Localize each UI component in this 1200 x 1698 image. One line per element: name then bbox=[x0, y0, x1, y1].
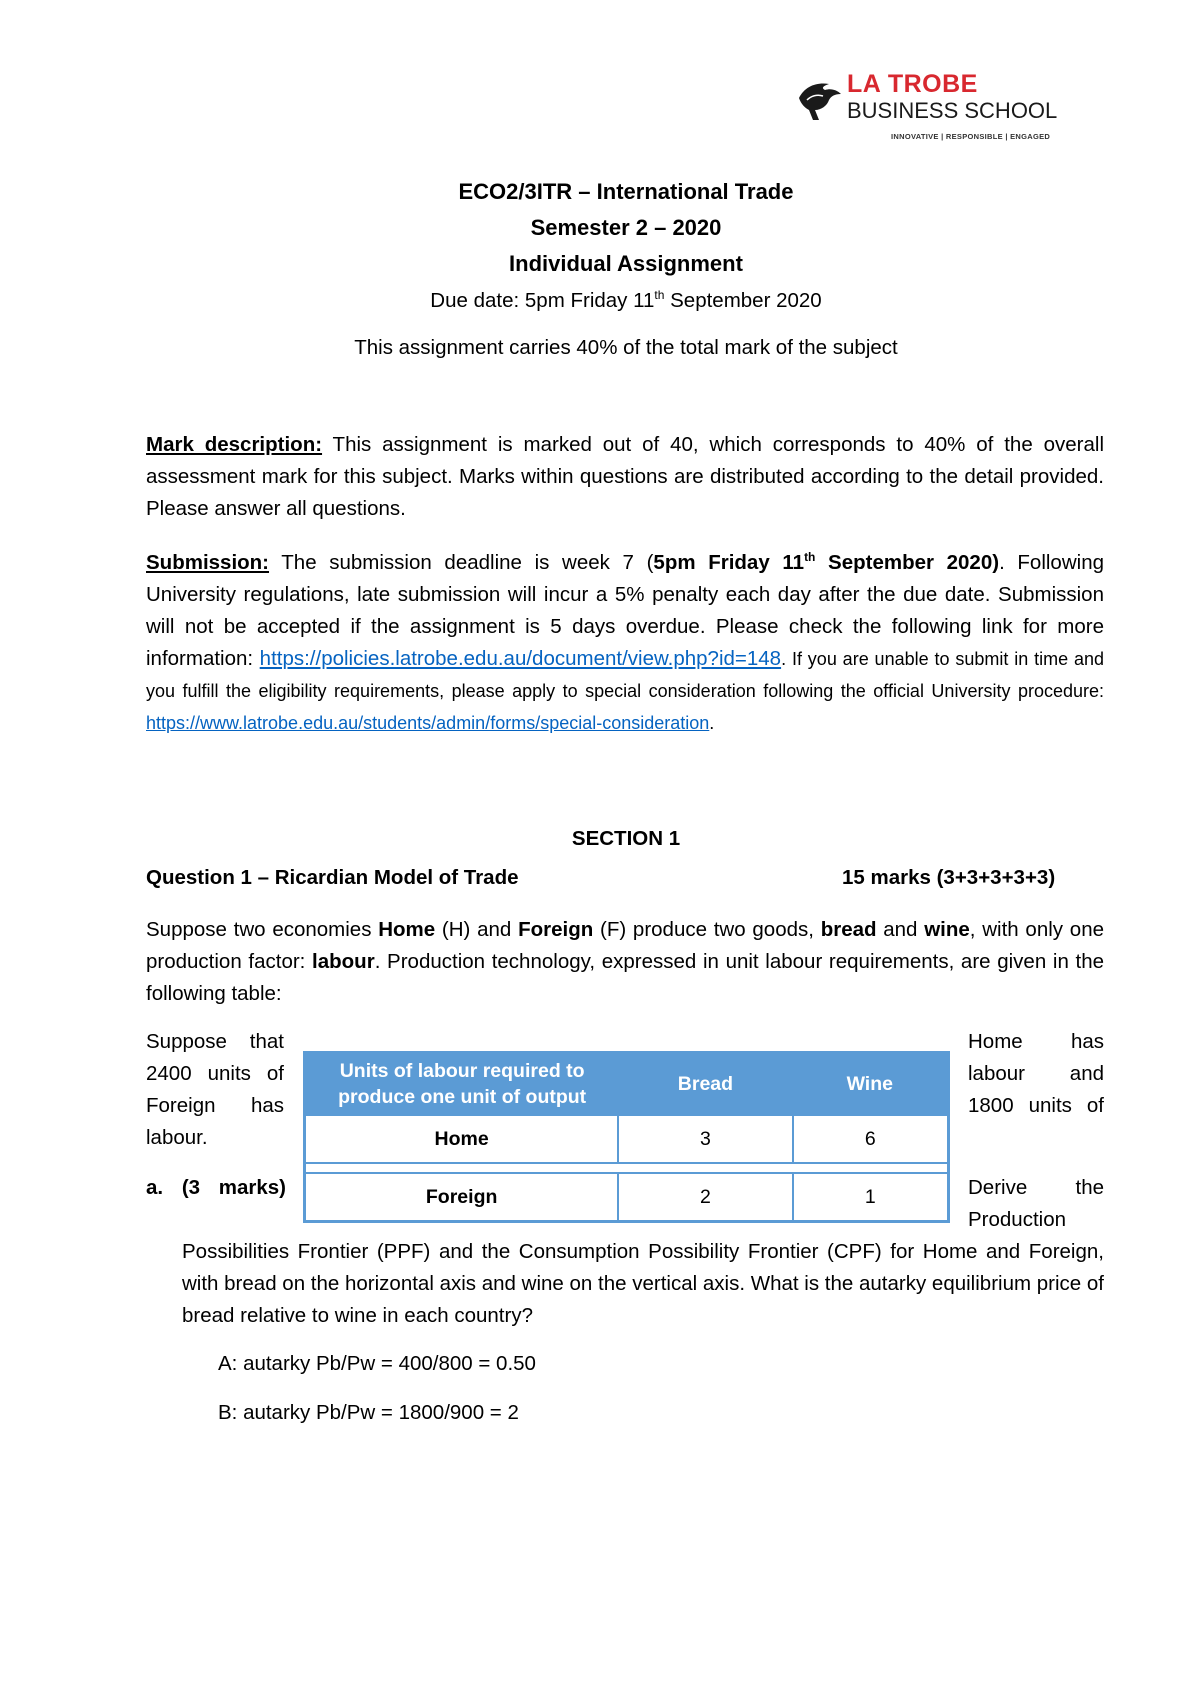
table-header-cell: Bread bbox=[618, 1053, 792, 1116]
submission-text-3: . If you are unable to submit in time and you fulfill the eligibility requirements, please apply to special consideration following the official University procedure: bbox=[146, 648, 1104, 701]
submission-deadline-1: 5pm Friday 11 bbox=[653, 550, 805, 574]
table-row bbox=[305, 1173, 949, 1222]
school-logo bbox=[795, 70, 1095, 145]
table-row-header: Foreign bbox=[305, 1173, 619, 1222]
question-intro bbox=[146, 914, 1104, 1010]
submission-paragraph bbox=[146, 541, 1104, 739]
intro-text-1: Suppose two economies bbox=[146, 918, 379, 941]
logo-tagline: INNOVATIVE | RESPONSIBLE | ENGAGED bbox=[891, 132, 1051, 141]
intro-text-5: , with only one production factor: bbox=[146, 918, 1104, 973]
mark-description-label: Mark description: bbox=[146, 433, 323, 456]
left-line: Foreign has bbox=[146, 1094, 284, 1117]
mark-description-text: This assignment is marked out of 40, which corresponds to 40% of the overall assessment mark for this subject. Marks within questions are distributed according to the detail provided. Please answer all questions. bbox=[146, 433, 1104, 520]
due-date-prefix: Due date: 5pm Friday 11 bbox=[430, 288, 655, 312]
right-line: Production bbox=[968, 1208, 1067, 1231]
assignment-title: Individual Assignment bbox=[509, 251, 743, 276]
right-line: labour and bbox=[968, 1062, 1104, 1085]
part-a-label: a. (3 marks) bbox=[146, 1176, 286, 1199]
submission-deadline-2: September 2020) bbox=[815, 550, 1000, 574]
left-line: 2400 units of bbox=[146, 1062, 284, 1085]
part-a-right-text bbox=[968, 1172, 1104, 1236]
intro-text-4: and bbox=[876, 918, 925, 941]
assignment-weight: This assignment carries 40% of the total mark of the subject bbox=[354, 336, 898, 359]
right-side-text bbox=[968, 1026, 1104, 1122]
intro-wine: wine bbox=[924, 918, 970, 941]
table-row-header: Home bbox=[305, 1115, 619, 1163]
answer-b: B: autarky Pb/Pw = 1800/900 = 2 bbox=[218, 1401, 519, 1424]
right-line: 1800 units of bbox=[968, 1094, 1104, 1117]
intro-text-6: . Production technology, expressed in unit labour requirements, are given in the following table: bbox=[146, 950, 1104, 1005]
section-title: SECTION 1 bbox=[571, 827, 681, 850]
intro-text-2: (H) and bbox=[435, 918, 519, 941]
course-title: ECO2/3ITR – International Trade bbox=[458, 179, 794, 204]
policy-link[interactable]: https://policies.latrobe.edu.au/document/view.php?id=148 bbox=[259, 646, 782, 670]
table-cell: 3 bbox=[618, 1115, 792, 1163]
intro-text-3: (F) produce two goods, bbox=[593, 918, 821, 941]
table-row bbox=[305, 1115, 949, 1163]
answer-a: A: autarky Pb/Pw = 400/800 = 0.50 bbox=[218, 1352, 536, 1375]
labour-requirements-table bbox=[303, 1051, 950, 1223]
due-date bbox=[0, 288, 1200, 313]
due-date-sup: th bbox=[654, 288, 665, 302]
mark-description-paragraph bbox=[146, 429, 1104, 525]
table-cell: 1 bbox=[793, 1173, 949, 1222]
intro-foreign: Foreign bbox=[518, 918, 594, 941]
table-header-cell: Wine bbox=[793, 1053, 949, 1116]
table-spacer-row bbox=[305, 1163, 949, 1173]
table-cell: 6 bbox=[793, 1115, 949, 1163]
due-date-suffix: September 2020 bbox=[664, 288, 822, 312]
left-line: labour. bbox=[146, 1126, 208, 1149]
submission-text-4: . bbox=[709, 712, 715, 733]
special-consideration-link[interactable]: https://www.latrobe.edu.au/students/admin/forms/special-consideration bbox=[146, 712, 710, 733]
table-header-cell: Units of labour required to produce one unit of output bbox=[305, 1053, 619, 1116]
eagle-icon bbox=[795, 76, 843, 124]
submission-deadline-sup: th bbox=[804, 550, 816, 564]
intro-labour: labour bbox=[312, 950, 375, 973]
right-line: Home has bbox=[968, 1030, 1104, 1053]
submission-text-2: . Following University regulations, late submission will incur a 5% penalty each day after the due date. Submission will not be accepted if the assignment is 5 days overdue. Please check the following link for more information: bbox=[146, 550, 1104, 670]
question-marks: 15 marks (3+3+3+3+3) bbox=[842, 866, 1056, 889]
logo-line-2: BUSINESS SCHOOL bbox=[847, 98, 1058, 123]
left-line: Suppose that bbox=[146, 1030, 284, 1053]
left-side-text bbox=[146, 1026, 284, 1154]
table-header-row bbox=[305, 1053, 949, 1116]
right-line: Derive the bbox=[968, 1176, 1104, 1199]
table-cell: 2 bbox=[618, 1173, 792, 1222]
logo-line-1: LA TROBE bbox=[847, 70, 978, 98]
intro-bread: bread bbox=[820, 918, 877, 941]
submission-label: Submission: bbox=[146, 550, 270, 574]
intro-home: Home bbox=[378, 918, 436, 941]
semester-title: Semester 2 – 2020 bbox=[530, 215, 722, 240]
question-title: Question 1 – Ricardian Model of Trade bbox=[146, 866, 519, 889]
part-a-text: Possibilities Frontier (PPF) and the Consumption Possibility Frontier (CPF) for Home and Foreign, with bread on the horizontal axis and wine on the vertical axis. What is the autarky equilibrium price of bread relative to wine in each country? bbox=[182, 1240, 1104, 1327]
submission-text-1: The submission deadline is week 7 ( bbox=[269, 550, 654, 574]
